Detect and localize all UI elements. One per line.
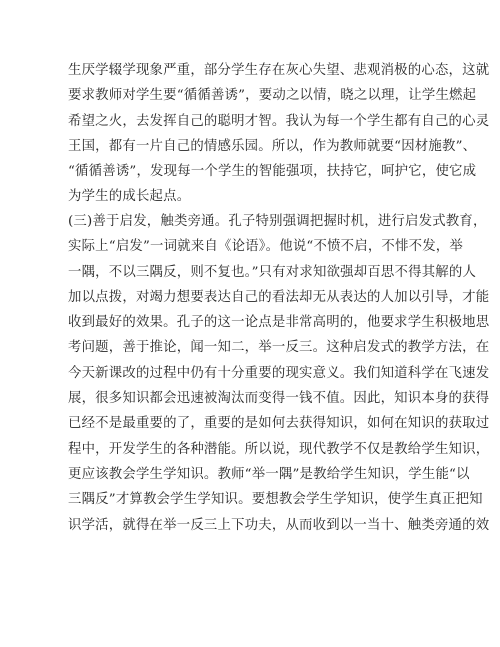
paragraph-1 xyxy=(68,58,490,210)
text-line: (三)善于启发，触类旁通。孔子特别强调把握时机，进行启发式教育， xyxy=(68,214,487,229)
text-line: 希望之火，去发挥自己的聪明才智。我认为每一个学生都有自己的心灵 xyxy=(68,113,490,129)
text-line: 程中，开发学生的各种潜能。所以说，现代教学不仅是教给学生知识， xyxy=(68,441,490,457)
text-line: 实际上“启发”一词就来自《论语》。他说“不愤不启，不悱不发，举 xyxy=(68,239,463,255)
text-line: 一隅，不以三隅反，则不复也。”只有对求知欲强却百思不得其解的人 xyxy=(68,264,477,280)
text-line: 更应该教会学生学知识。教师“举一隅”是教给学生知识，学生能“以 xyxy=(68,466,470,482)
text-line: 展，很多知识都会迅速被淘汰而变得一钱不值。因此，知识本身的获得 xyxy=(68,391,490,407)
text-line: 生厌学辍学现象严重，部分学生存在灰心失望、悲观消极的心态，这就 xyxy=(68,63,490,78)
text-line: 王国，都有一片自己的情感乐园。所以，作为教师就要“因材施教”、 xyxy=(68,138,477,154)
text-line: 加以点拨，对竭力想要表达自己的看法却无从表达的人加以引导，才能 xyxy=(68,289,490,305)
text-line: 今天新课改的过程中仍有十分重要的现实意义。我们知道科学在飞速发 xyxy=(68,365,490,381)
text-line: “循循善诱”，发现每一个学生的智能强项，扶持它，呵护它，使它成 xyxy=(68,164,477,180)
text-line: 为学生的成长起点。 xyxy=(68,189,191,205)
paragraph-2 xyxy=(68,209,490,538)
text-line: 三隅反”才算教会学生学知识。要想教会学生学知识，使学生真正把知 xyxy=(68,492,483,508)
text-line: 要求教师对学生要“循循善诱”，要动之以情，晓之以理，让学生燃起 xyxy=(68,88,477,104)
text-line: 已经不是最重要的了，重要的是如何去获得知识，如何在知识的获取过 xyxy=(68,416,490,432)
text-line: 考问题，善于推论，闻一知二，举一反三。这种启发式的教学方法，在 xyxy=(68,340,490,356)
text-line: 识学活，就得在举一反三上下功夫，从而收到以一当十、触类旁通的效 xyxy=(68,517,490,533)
text-line: 收到最好的效果。孔子的这一论点是非常高明的，他要求学生积极地思 xyxy=(68,315,490,331)
